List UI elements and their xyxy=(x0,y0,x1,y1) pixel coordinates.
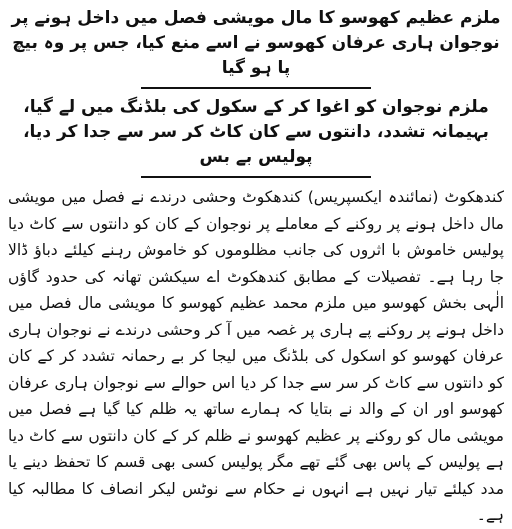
headline-primary: ملزم عظیم کھوسو کا مال مویشی فصل میں داخل ہونے پر نوجوان ہاری عرفان کھوسو نے اسے منع کیا، جس پر وہ بیچ پا ہو گیا xyxy=(11,8,501,78)
headline-secondary: ملزم نوجوان کو اغوا کر کے سکول کی بلڈنگ میں لے گیا، بہیمانہ تشدد، دانتوں سے کان کاٹ کر سر سے جدا کر دیا، پولیس بے بس xyxy=(23,97,489,167)
headline-divider-top xyxy=(141,87,371,89)
article-body: کندھکوٹ (نمائندہ ایکسپریس) کندھکوٹ وحشی درندے نے فصل میں مویشی مال داخل ہونے پر روکنے کے معاملے پر نوجوان کے کان کو دانتوں سے کاٹ دیا پولیس خاموش با اثروں کی جانب مظلوموں کو خاموش رہنے کیلئے دباؤ ڈالا جا رہا ہے۔ تفصیلات کے مطابق کندھکوٹ اے سیکشن تھانہ کی حدود گاؤں الٰہی بخش کھوسو میں ملزم محمد عظیم کھوسو کا مویشی مال فصل میں داخل ہونے پر روکنے پے ہاری پر غصہ میں آ کر وحشی درندے نے نوجوان ہاری عرفان کھوسو کو اسکول کی بلڈنگ میں لیجا کر بے رحمانہ تشدد کر کے کان کو دانتوں سے کاٹ کر سر سے جدا کر دیا اس حوالے سے نوجوان ہاری عرفان کھوسو اور ان کے والد نے بتایا کہ ہمارے ساتھ یہ ظلم کیا گیا ہے فصل میں مویشی مال کو روکنے پر عظیم کھوسو نے ظلم کر کے کان دانتوں سے کاٹ دیا ہے پولیس کے پاس بھی گئے تھے مگر پولیس کسی بھی قسم کا تحفظ دینے یا مدد کیلئے تیار نہیں ہے انہوں نے حکام سے نوٹس لیکر انصاف کا مطالبہ کیا ہے۔ xyxy=(8,188,504,524)
headline-divider-bottom xyxy=(141,176,371,178)
